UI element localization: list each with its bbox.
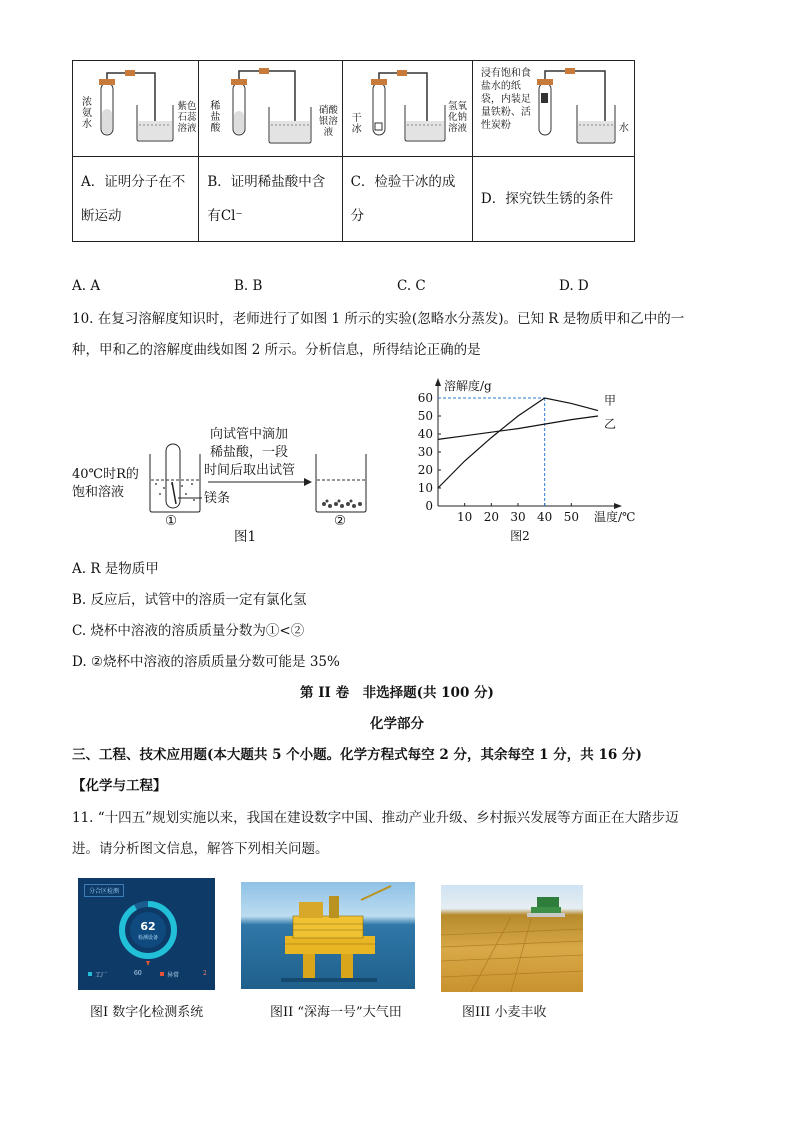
series-label-yi: 乙 [604,417,617,431]
photo1-center-value: 62 [140,920,156,933]
fig2-caption: 图2 [510,529,530,543]
experiment-a-caption-cell [73,157,199,242]
section-title: 三、工程、技术应用题(本大题共 5 个小题。化学方程式每空 2 分，其余每空 1 分，共 16 分) [72,747,642,763]
x-tick-label: 50 [563,510,579,524]
x-tick-label: 30 [510,510,526,524]
experiment-b-caption-line1: B．证明稀盐酸中含 [207,174,326,190]
photo1-legend-left-value: 60 [134,970,142,977]
x-tick-label: 10 [457,510,473,524]
q9-option-a: A. A [72,278,101,294]
q10-stem-line2: 种，甲和乙的溶解度曲线如图 2 所示。分析信息，所得结论正确的是 [72,342,481,358]
q9-option-d: D. D [559,278,589,294]
solubility-chart [404,364,644,544]
y-tick-label: 10 [417,481,433,495]
experiment-c-caption-cell [342,157,472,242]
experiment-b-caption [199,165,341,233]
part-title: 化学部分 [370,716,424,732]
sub-title: 【化学与工程】 [72,778,167,794]
experiment-b-caption-cell [199,157,342,242]
label-dry-ice: 干冰 [351,113,362,135]
experiment-c-caption: C．检验干冰的成分 [350,174,456,224]
q9-option-c: C. C [397,278,426,294]
volume-title: 第 II 卷 非选择题(共 100 分) [300,685,494,701]
experiment-b-figure [199,61,342,157]
fig1-caption: 图1 [234,529,257,545]
photo2-platform-graphic [241,882,415,989]
q10-option-a: A. R 是物质甲 [72,561,159,577]
photo1-legend-left: 工厂 [95,972,108,979]
photo3-harvester-graphic [441,885,583,992]
label-iron-bag: 浸有饱和食盐水的纸袋，内装足量铁粉、活性炭粉 [480,68,531,131]
q9-option-b: B. B [234,278,263,294]
photo3-caption: 图III 小麦丰收 [462,1005,547,1020]
x-axis-arrow [614,503,622,509]
x-tick-label: 40 [537,510,553,524]
series-line-yi [438,416,598,439]
experiment-d-caption-cell [472,157,634,242]
label-hcl: 稀盐酸 [210,101,221,134]
y-tick-label: 20 [417,463,433,477]
y-tick-label: 0 [425,499,433,513]
q11-stem-line1: 11. “十四五”规划实施以来，我国在建设数字中国、推动产业升级、乡村振兴发展等方面正在大踏步迈 [72,810,679,826]
y-axis-label: 溶解度/g [444,379,492,393]
series-label-jia: 甲 [604,393,617,408]
x-tick-label: 20 [483,510,499,524]
q10-option-c: C. 烧杯中溶液的溶质质量分数为①<② [72,623,305,639]
fig1-mg-label: 镁条 [204,491,231,506]
x-axis-label: 温度/℃ [594,510,636,524]
fig1-arrow-text-2: 稀盐酸，一段 [210,445,289,460]
fig1-left-label-2: 饱和溶液 [72,485,125,500]
y-tick-label: 50 [417,409,433,423]
q10-option-d: D. ②烧杯中溶液的溶质质量分数可能是 35% [72,654,340,670]
fig1-left-label-1: 40℃时R的 [72,467,139,482]
experiment-table [72,60,635,242]
experiment-b-caption-line2: 有Cl⁻ [207,208,243,224]
label-ammonia: 浓氨水 [82,97,92,130]
photo1-header: 分合区检测 [84,884,124,897]
y-tick-label: 40 [417,427,433,441]
fig1-marker-2: ② [334,513,347,529]
label-silver-nitrate: 硝酸银溶液 [318,105,338,138]
experiment-a-figure [73,61,199,157]
label-water: 水 [618,123,629,134]
experiment-d-figure [472,61,634,157]
y-tick-label: 30 [417,445,433,459]
q10-stem-line1: 10. 在复习溶解度知识时，老师进行了如图 1 所示的实验(忽略水分蒸发)。已知 R 是物质甲和乙中的一 [72,311,685,327]
q11-stem-line2: 进。请分析图文信息，解答下列相关问题。 [72,841,329,857]
photo2-caption: 图II “深海一号”大气田 [270,1005,402,1020]
experiment-a-caption: A．证明分子在不断运动 [81,174,186,224]
photo-digital-monitoring [78,878,215,990]
fig1-arrow-text-1: 向试管中滴加 [210,427,289,442]
photo-offshore-platform [241,882,415,989]
series-line-jia [438,398,598,488]
photo1-center-sub: 检测设备 [137,935,158,941]
y-axis-arrow [435,378,441,386]
q10-option-b: B. 反应后，试管中的溶质一定有氯化氢 [72,592,307,608]
photo1-legend-right-value: 2 [203,970,207,977]
label-litmus: 紫色石蕊溶液 [177,101,197,134]
photo-wheat-harvest [441,885,583,992]
experiment-c-figure [342,61,472,157]
photo1-legend-right: 异常 [167,972,180,979]
experiment-d-caption: D．探究铁生锈的条件 [480,191,614,207]
fig1-arrow-text-3: 时间后取出试管 [204,463,296,478]
fig1-marker-1: ① [165,513,178,529]
photo1-caption: 图I 数字化检测系统 [90,1005,204,1020]
label-naoh: 氢氧化钠溶液 [448,101,468,134]
y-tick-label: 60 [417,391,433,405]
